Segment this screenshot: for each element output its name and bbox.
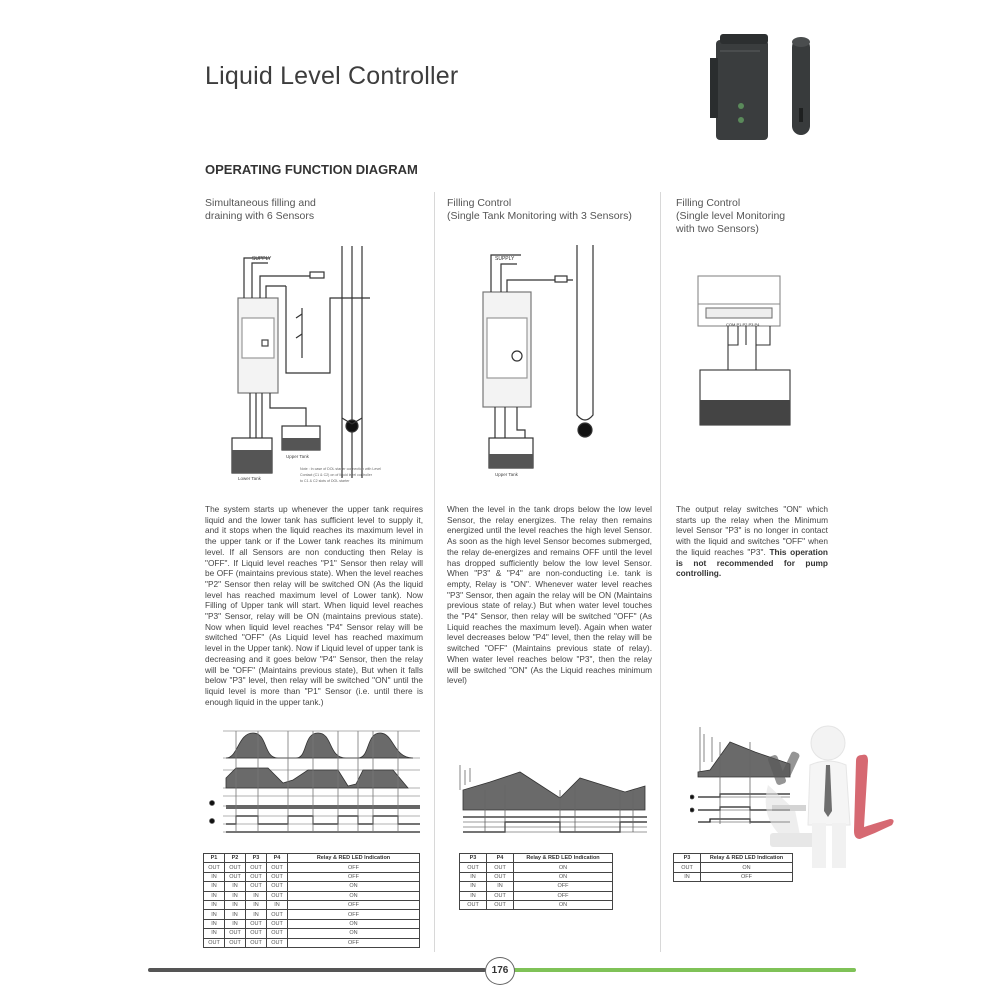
footer-bar-left [148,968,486,972]
timing-chart-three-sensors [455,760,655,835]
table-row: IN OUT OUT OUT OFF [204,872,420,881]
svg-text:Lower Tank: Lower Tank [238,476,261,481]
svg-text:to C1 & C2 slots of DOL starte: to C1 & C2 slots of DOL starter [300,479,350,483]
table-row: IN IN OUT OUT ON [204,882,420,891]
controller-device-icon [710,34,768,140]
red-letter-l-icon [854,755,894,839]
column-divider [434,192,435,952]
person-figure-icon [808,726,850,868]
svg-text:Upper Tank: Upper Tank [495,472,518,477]
table-header-row: P3 Relay & RED LED Indication [674,854,793,863]
sensor-probe-icon [792,37,810,135]
truth-table-three-sensors [459,853,613,910]
table-row: IN OUT OFF [460,891,613,900]
table-row: IN IN OUT OUT ON [204,919,420,928]
column-2-description: When the level in the tank drops below the low level Sensor, the relay energizes. The relay then remains energized until the level reaches the high level Sensor. As soon as the high level Sensor becomes submerged, the relay de-energizes and remains OFF until the level has dropped sufficiently below the low level Sensor. When "P3" & "P4" are non-conducting i.e. tank is empty, Relay is "ON". Whenever water level reaches "P3" Sensor, then again the relay will be ON (Maintains previous state of relay.) But when water level touches the "P4" Sensor, then relay will be switched "OFF" (As Liquid reaches the maximum level). Again when water level decreases below "P4" level, then the relay will be switched "OFF" (Maintains previous state of relay). When water level reaches below "P3", then the relay will be switched "ON" (As the Liquid reaches minimum level) [447,504,652,686]
svg-text:SUPPLY: SUPPLY [495,256,515,262]
column-divider [660,192,661,952]
table-row: IN OFF [674,872,793,881]
page-number: 176 [485,957,515,985]
table-row: IN IN IN OUT OFF [204,910,420,919]
table-row: OUT OUT ON [460,900,613,909]
wiring-diagram-two-sensors [690,270,810,440]
column-1-heading: Simultaneous filling and draining with 6 Sensors [205,197,316,222]
section-title: OPERATING FUNCTION DIAGRAM [205,162,418,177]
watermark-logo [750,715,900,875]
table-row: IN OUT OUT OUT ON [204,929,420,938]
column-2-heading: Filling Control (Single Tank Monitoring with 3 Sensors) [447,197,632,222]
table-row: IN IN IN IN OFF [204,900,420,909]
footer-bar-right [512,968,856,972]
column-3-description: The output relay switches "ON" which starts up the relay when the Minimum level Sensor "P3" is no longer in contact with the liquid and switches "OFF" when the liquid reaches "P3". This operation is not recommended for pump controlling. [676,504,828,579]
truth-table-six-sensors [203,853,420,948]
column-3-heading: Filling Control (Single level Monitoring with two Sensors) [676,197,786,235]
product-image [700,20,850,145]
svg-text:SUPPLY: SUPPLY [252,256,272,262]
table-row: OUT OUT OUT OUT OFF [204,863,420,872]
wiring-diagram-three-sensors [455,240,655,480]
table-row: OUT OUT ON [460,863,613,872]
column-1-description: The system starts up whenever the upper tank requires liquid and the lower tank has sufficient level to supply it, and it stops when the liquid reaches its maximum level in the upper tank or if the Lower tank reaches its minimum level. If all Sensors are non conducting then Relay is "OFF". If Liquid level reaches "P1" Sensor then relay will be OFF (maintains previous state). When the level reaches "P2" Sensor then relay will be switched ON (As the liquid level has reached maximum level of Lower tank). Now Filling of Upper tank will start. When liquid level reaches "P3" Sensor, relay will be ON (maintains previous state). Now when liquid level reaches "P4" Sensor relay will be switched "OFF" (As Liquid level has reached maximum level in the Upper tank). Now if Liquid level of upper tank is decreasing and it goes below "P4" Sensor, then the relay will be "OFF" (Maintains previous state), But when it falls below "P3" level, then relay will be switched "ON" until the liquid level is more than "P1" Sensor (i.e. until there is enough liquid in the upper tank.) [205,504,423,707]
svg-text:Contact (C1 & C2) on of liquid: Contact (C1 & C2) on of liquid level controller [300,473,372,477]
table-header-row: P1 P2 P3 P4 Relay & RED LED Indication [204,854,420,863]
timing-chart-six-sensors [198,728,423,838]
table-row: OUT OUT OUT OUT OFF [204,938,420,947]
table-header-row: P3 P4 Relay & RED LED Indication [460,854,613,863]
table-row: IN IN OFF [460,882,613,891]
page-title: Liquid Level Controller [205,62,459,90]
wiring-diagram-six-sensors [230,238,430,488]
table-row: OUT ON [674,863,793,872]
table-row: IN IN IN OUT ON [204,891,420,900]
svg-text:Upper Tank: Upper Tank [286,454,309,459]
svg-text:Note : In case of DOL starter: Note : In case of DOL starter connection with Level [300,467,381,471]
microscope-icon [766,751,815,847]
table-row: IN OUT ON [460,872,613,881]
svg-text:COM P1 P2 P3 P4: COM P1 P2 P3 P4 [726,322,760,327]
